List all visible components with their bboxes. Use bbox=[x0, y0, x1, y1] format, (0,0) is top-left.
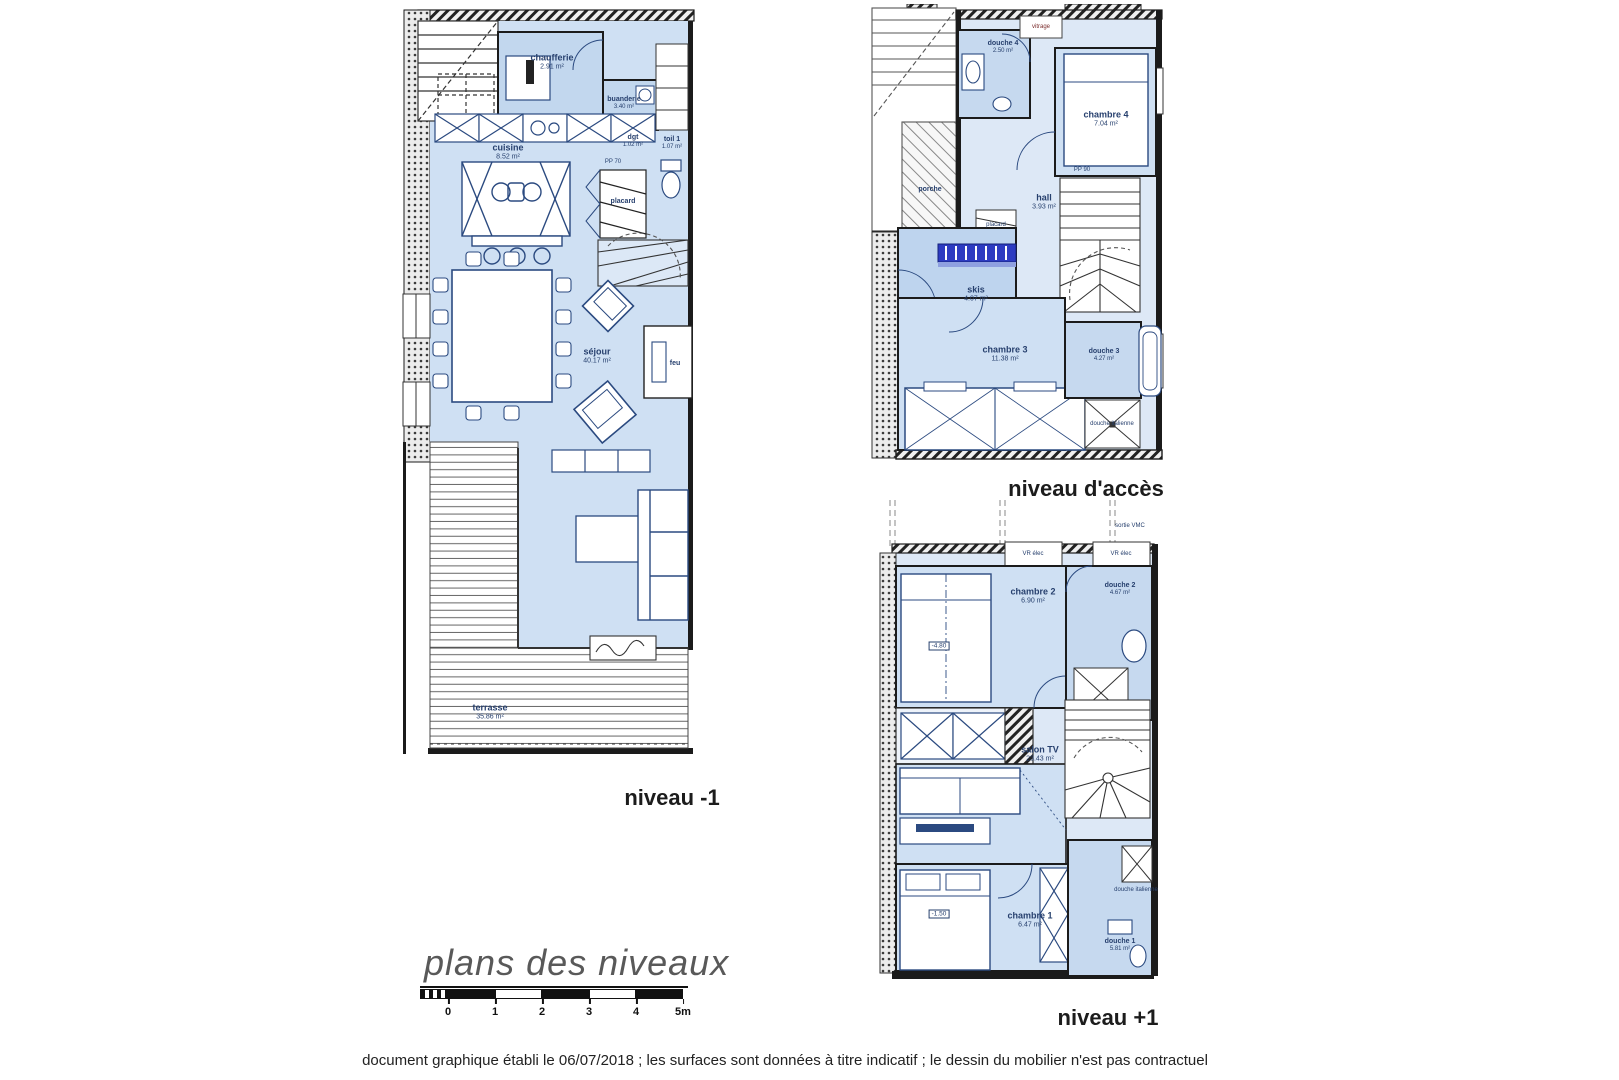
floor-plan-level-plus-1-drawing bbox=[868, 500, 1168, 985]
winder-stair bbox=[598, 233, 688, 286]
room-area: 35.86 m² bbox=[476, 713, 504, 721]
annotation-sortie-vmc: sortie VMC bbox=[1115, 523, 1145, 529]
room-area: 11.38 m² bbox=[991, 355, 1019, 363]
douche-4-room bbox=[958, 30, 1030, 118]
room-area: 6.47 m² bbox=[1018, 921, 1042, 929]
room-name: douche 3 bbox=[1088, 348, 1120, 356]
annotation-douche-italienne-2: douche italienne bbox=[1114, 887, 1158, 893]
annotation-vr-elec-2: VR élec bbox=[1110, 551, 1132, 557]
sideboard bbox=[552, 450, 650, 472]
scale-tick-3: 3 bbox=[585, 1006, 593, 1018]
room-area: 8.52 m² bbox=[496, 153, 520, 161]
plan-caption-niveau-minus-1: niveau -1 bbox=[624, 785, 720, 810]
room-name: feu bbox=[669, 359, 681, 367]
walk-in-shower bbox=[1085, 400, 1140, 448]
room-name: douche 1 bbox=[1104, 938, 1136, 946]
scale-segment bbox=[636, 989, 683, 999]
room-name: terrasse bbox=[472, 702, 508, 713]
room-area: 2.50 m² bbox=[992, 48, 1014, 55]
scale-bar-lead-checker bbox=[420, 989, 448, 999]
scale-tick-0: 0 bbox=[444, 1006, 452, 1018]
douche-2-room bbox=[1066, 566, 1152, 720]
floor-plan-level-plus-1 bbox=[868, 500, 1168, 985]
shutter-box bbox=[1005, 542, 1062, 566]
room-area: 1.02 m² bbox=[622, 142, 644, 149]
scale-segment bbox=[589, 989, 636, 999]
kitchen-counter bbox=[435, 114, 655, 142]
toilet-icon bbox=[661, 160, 681, 198]
floor-plan-access-level bbox=[868, 4, 1168, 474]
scale-tick-4: 4 bbox=[632, 1006, 640, 1018]
scale-tick-2: 2 bbox=[538, 1006, 546, 1018]
sofa bbox=[638, 490, 688, 620]
room-area: 40.17 m² bbox=[583, 357, 611, 365]
interior-staircase bbox=[1060, 178, 1140, 312]
boiler-room bbox=[498, 32, 603, 116]
axis-markers bbox=[890, 500, 1115, 546]
room-name: hall bbox=[1036, 192, 1052, 203]
room-area: 4.27 m² bbox=[1093, 356, 1115, 363]
floor-plan-access-level-drawing bbox=[868, 4, 1168, 474]
fireplace bbox=[644, 326, 692, 398]
room-area: 6.90 m² bbox=[1021, 597, 1045, 605]
room-name: buanderie bbox=[607, 96, 641, 104]
room-area: 7.04 m² bbox=[1094, 120, 1118, 128]
room-name: salon TV bbox=[1021, 744, 1059, 755]
floor-plan-level-minus-1-drawing bbox=[400, 4, 710, 762]
room-name: chaufferie bbox=[530, 52, 574, 63]
page-title: plans des niveaux bbox=[424, 942, 730, 983]
room-area: 5.81 m² bbox=[1109, 946, 1131, 953]
scale-segment bbox=[542, 989, 589, 999]
annotation-vitrage: vitrage bbox=[1031, 24, 1051, 30]
room-area: 4.67 m² bbox=[1109, 590, 1131, 597]
annotation-level-480: -4.80 bbox=[929, 642, 950, 651]
room-area: 3.40 m² bbox=[613, 104, 635, 111]
room-name: chambre 1 bbox=[1007, 910, 1053, 921]
wardrobe-row bbox=[896, 708, 1033, 764]
room-name: chambre 2 bbox=[1010, 586, 1056, 597]
porch-stair bbox=[872, 8, 956, 232]
room-area: 1.07 m² bbox=[661, 144, 683, 151]
room-name: placard bbox=[610, 197, 636, 205]
tv-lounge bbox=[896, 764, 1066, 864]
room-area: 2.91 m² bbox=[540, 63, 564, 71]
chambre-2-room bbox=[896, 566, 1066, 708]
dining-table bbox=[433, 252, 571, 420]
room-label-placard2: placard bbox=[986, 222, 1006, 228]
glazing-box bbox=[1020, 16, 1062, 38]
coffee-table bbox=[576, 516, 644, 562]
room-name: porche bbox=[918, 185, 942, 193]
room-name: douche 2 bbox=[1104, 582, 1136, 590]
room-name: chambre 3 bbox=[982, 344, 1028, 355]
scale-bar-segments bbox=[420, 989, 688, 999]
scale-tick-labels bbox=[420, 999, 691, 1018]
staircase bbox=[418, 21, 498, 121]
room-name: toil 1 bbox=[663, 136, 681, 144]
scale-segment bbox=[448, 989, 495, 999]
scale-tick-1: 1 bbox=[491, 1006, 499, 1018]
annotation-pp70: PP 70 bbox=[604, 159, 622, 165]
room-area: 23.43 m² bbox=[1026, 755, 1054, 763]
scale-bar bbox=[420, 986, 691, 1018]
scale-bar-rule bbox=[420, 986, 688, 988]
annotation-pp90: PP 90 bbox=[1073, 167, 1091, 173]
storage-shelves bbox=[656, 44, 688, 130]
room-name: douche 4 bbox=[987, 40, 1019, 48]
footer-note: document graphique établi le 06/07/2018 ; les surfaces sont données à titre indicatif ; le dessin du mobilier n'est pas contractuel bbox=[362, 1052, 1208, 1069]
room-area: 3.93 m² bbox=[1032, 203, 1056, 211]
room-name: skis bbox=[967, 284, 985, 295]
spiral-staircase bbox=[1065, 700, 1150, 818]
stone-wall bbox=[872, 232, 898, 458]
chambre-1-room bbox=[896, 864, 1068, 971]
room-name: séjour bbox=[583, 346, 611, 357]
douche-3-room bbox=[1065, 322, 1161, 398]
room-name: dgt bbox=[627, 134, 639, 142]
room-name: chambre 4 bbox=[1083, 109, 1129, 120]
scale-segment bbox=[495, 989, 542, 999]
room-area: 4.07 m² bbox=[964, 295, 988, 303]
douche-1-room bbox=[1068, 840, 1152, 976]
plan-caption-niveau-plus-1: niveau +1 bbox=[1057, 1005, 1159, 1030]
annotation-level-150: -1.50 bbox=[929, 910, 950, 919]
plan-caption-niveau-acces: niveau d'accès bbox=[1008, 476, 1164, 501]
scale-tick-5m: 5m bbox=[675, 1006, 691, 1018]
chambre-3-room bbox=[898, 298, 1085, 450]
annotation-douche-italienne: douche italienne bbox=[1090, 421, 1134, 427]
room-name: cuisine bbox=[492, 142, 524, 153]
floor-plan-level-minus-1 bbox=[400, 4, 710, 762]
shutter-box bbox=[1093, 542, 1150, 566]
bench bbox=[590, 636, 656, 660]
annotation-vr-elec-1: VR élec bbox=[1022, 551, 1044, 557]
